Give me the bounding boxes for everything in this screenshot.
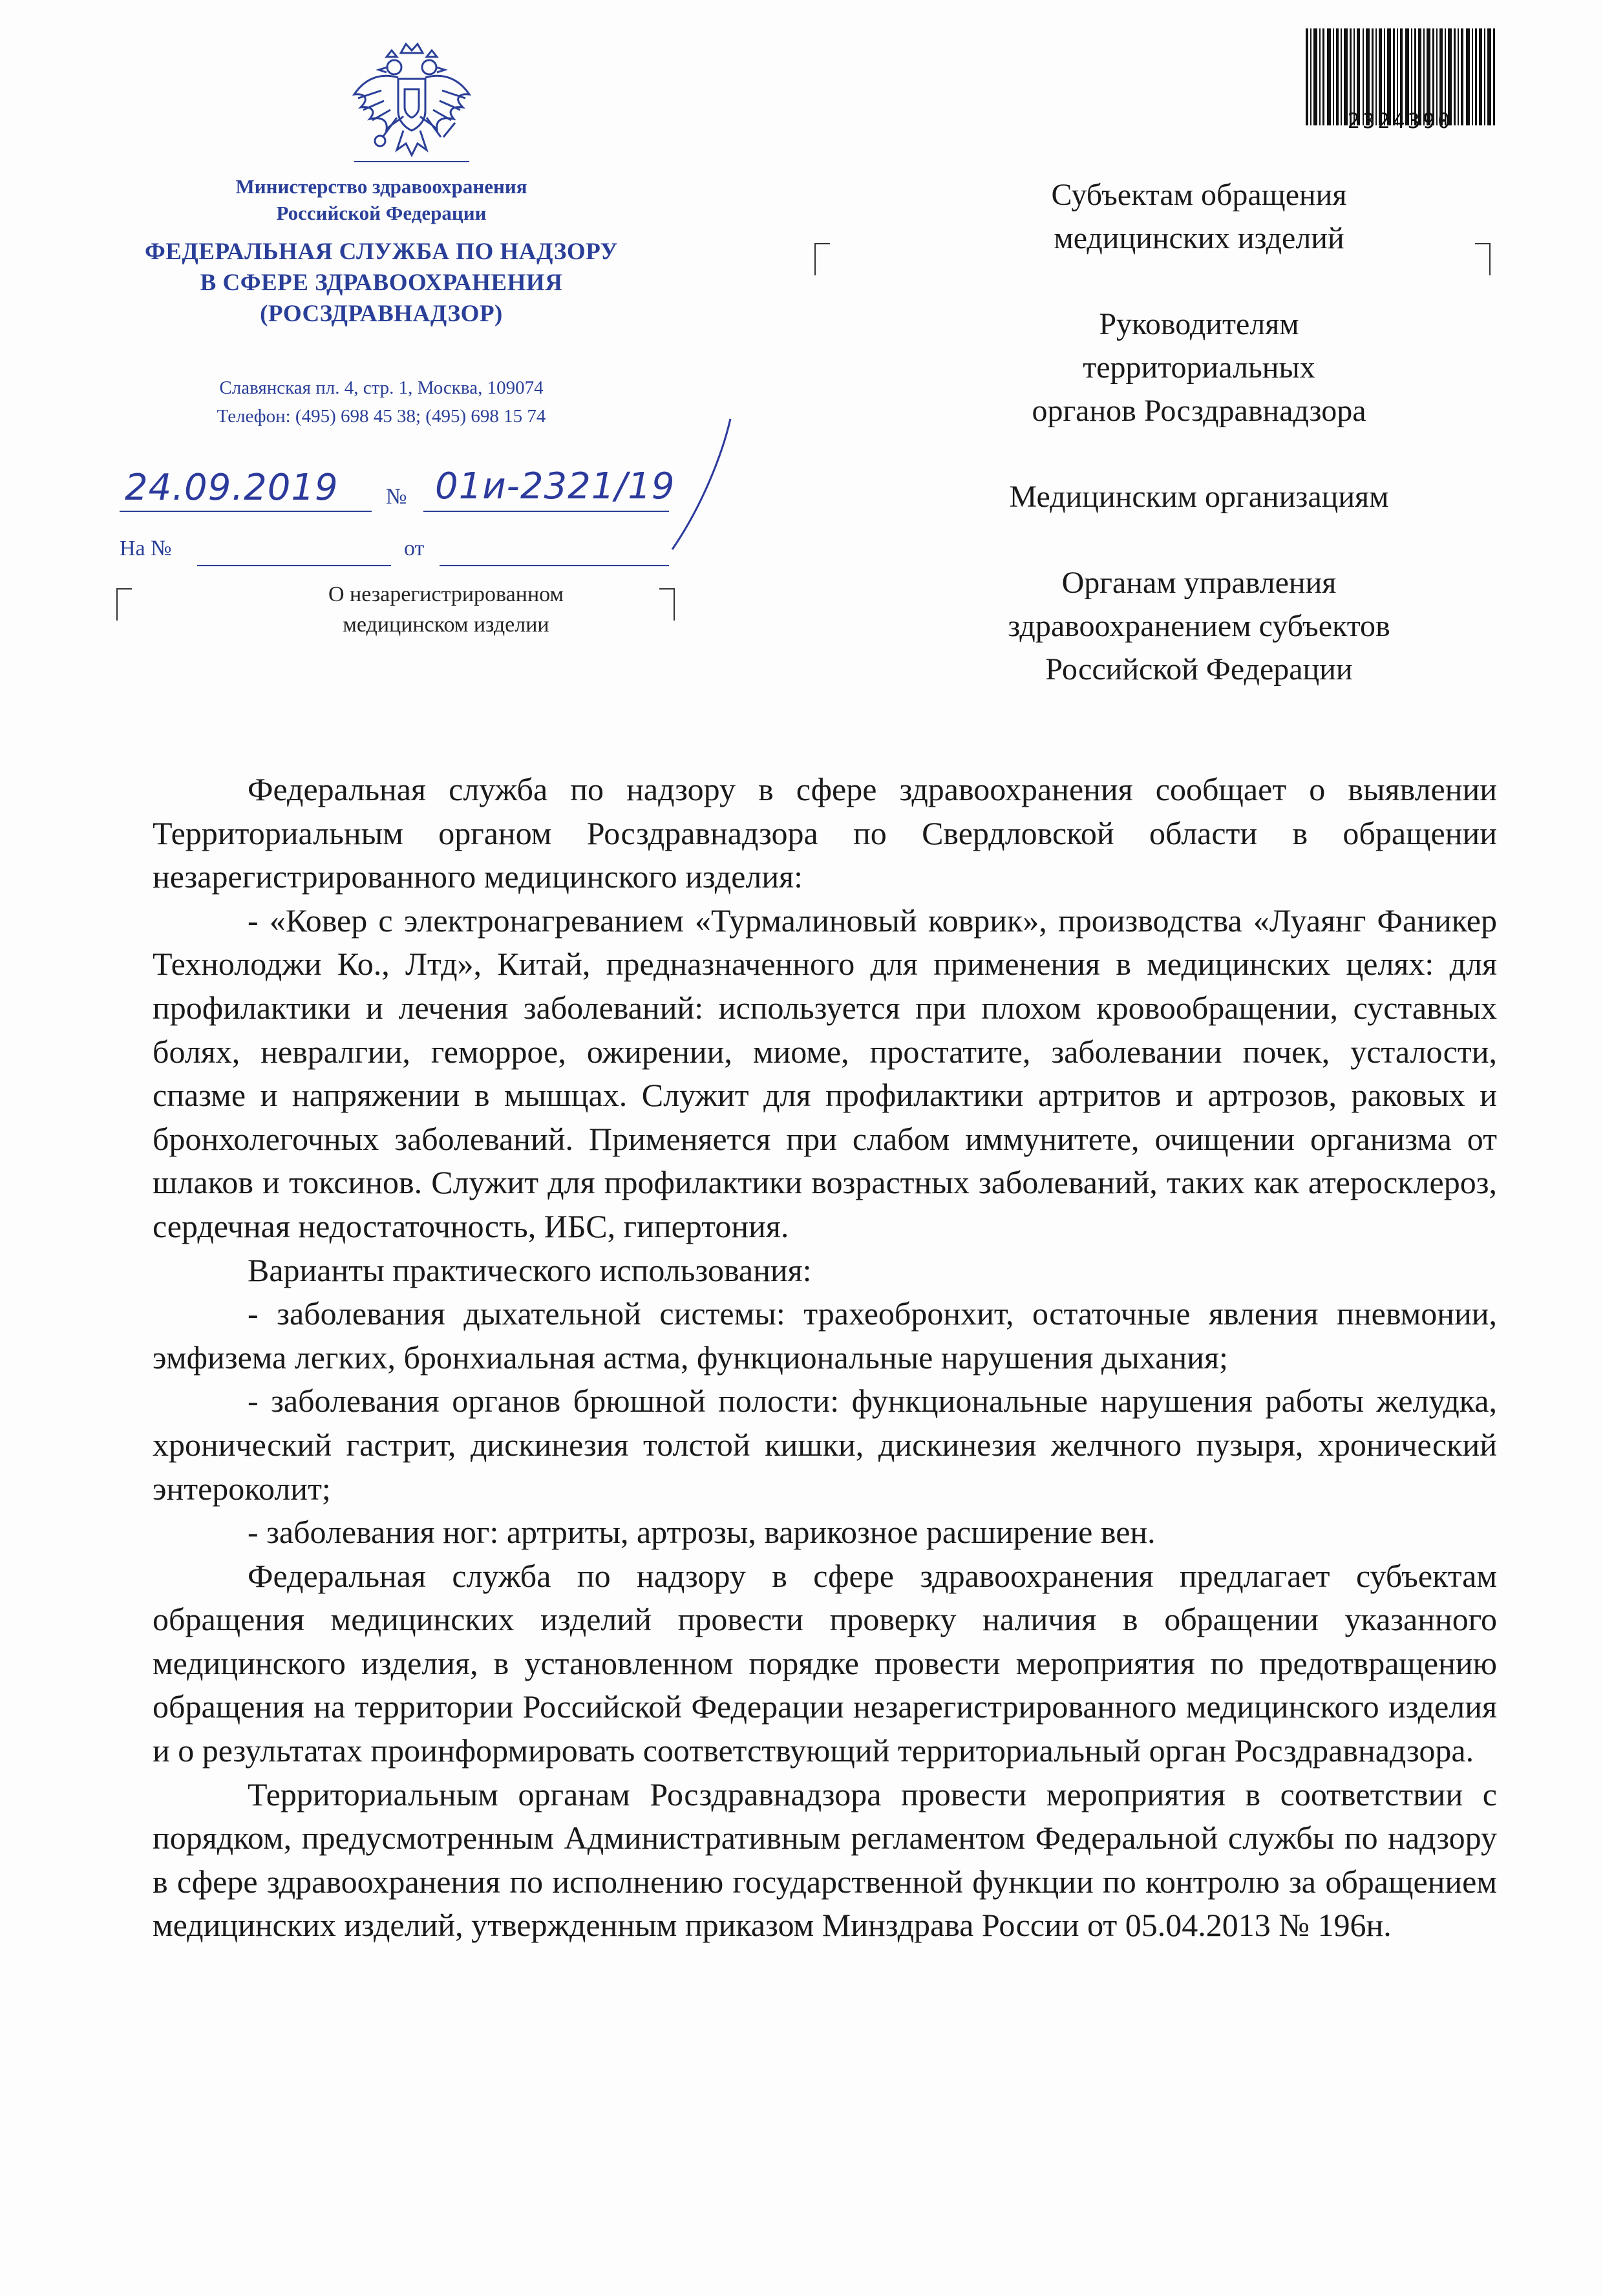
addressees-block	[918, 173, 1480, 691]
number-underline	[423, 511, 669, 512]
subject-corner-right	[659, 588, 675, 621]
letter-subject	[271, 579, 621, 640]
reference-date-blank	[440, 565, 669, 566]
addressee-line: Субъектам обращения	[1051, 178, 1347, 212]
ministry-name	[97, 173, 666, 226]
body-paragraph: - «Ковер с электронагреванием «Турмалиновый коврик», производства «Луаянг Фаникер Технолоджи Ко., Лтд», Китай, предназначенного для применения в медицинских целях: для профилактики и лечения заболеваний: используется при плохом кровообращении, суставных болях, невралгии, геморрое, ожирении, миоме, простатите, заболевании почек, усталости, спазме и напряжении в мышцах. Служит для профилактики артритов и артрозов, раковых и бронхолегочных заболеваний. Применяется при слабом иммунитете, очищении организма от шлаков и токсинов. Служит для профилактики возрастных заболеваний, таких как атеросклероз, сердечная недостаточность, ИБС, гипертония.	[153, 902, 1497, 1244]
addressee-line: территориальных	[1083, 350, 1315, 385]
service-name	[97, 237, 666, 330]
letter-body	[153, 768, 1497, 1948]
body-paragraph: - заболевания дыхательной системы: трахеобронхит, остаточные явления пневмонии, эмфизема легких, бронхиальная астма, функциональные нарушения дыхания;	[153, 1295, 1497, 1376]
service-line-1: ФЕДЕРАЛЬНАЯ СЛУЖБА ПО НАДЗОРУ	[144, 239, 619, 265]
addressee-group	[918, 475, 1480, 518]
subject-corner-left	[116, 588, 132, 621]
body-paragraph: Территориальным органам Росздравнадзора провести мероприятия в соответствии с порядком, предусмотренным Административным регламентом Федеральной службы по надзору в сфере здравоохранения по исполнению государственной функции по контролю за обращением медицинских изделий, утвержденным приказом Минздрава России от 05.04.2013 № 196н.	[153, 1776, 1497, 1944]
reference-line	[120, 537, 675, 569]
addressee-line: Руководителям	[1099, 307, 1299, 341]
handwritten-slash-mark	[646, 414, 743, 556]
service-line-2: В СФЕРЕ ЗДРАВООХРАНЕНИЯ	[200, 270, 563, 296]
body-paragraph: - заболевания ног: артриты, артрозы, варикозное расширение вен.	[248, 1514, 1156, 1551]
service-line-3: (РОСЗДРАВНАДЗОР)	[260, 301, 503, 327]
body-paragraph: Варианты практического использования:	[248, 1251, 812, 1288]
reference-number-label: На №	[120, 537, 172, 560]
addressee-line: Органам управления	[1061, 566, 1337, 600]
body-paragraph: Федеральная служба по надзору в сфере здравоохранения сообщает о выявлении Территориальным органом Росздравнадзора по Свердловской области в обращении незарегистрированного медицинского изделия:	[153, 771, 1497, 895]
sender-phone: Телефон: (495) 698 45 38; (495) 698 15 74	[217, 406, 546, 427]
registration-number: 01и-2321/19	[435, 465, 675, 507]
addressee-corner-left	[814, 243, 830, 275]
addressee-line: Медицинским организациям	[1009, 480, 1389, 514]
date-underline	[120, 511, 372, 512]
addressee-line: здравоохранением субъектов	[1008, 609, 1390, 643]
coat-of-arms-icon	[341, 40, 482, 164]
addressee-line: органов Росздравнадзора	[1032, 394, 1366, 428]
barcode-number: 2324390	[1347, 109, 1453, 133]
addressee-line: медицинских изделий	[1054, 221, 1344, 255]
registration-date: 24.09.2019	[125, 467, 339, 509]
sender-address-block	[97, 374, 666, 430]
subject-line-1: О незарегистрированном	[328, 582, 564, 606]
sender-address: Славянская пл. 4, стр. 1, Москва, 109074	[219, 377, 544, 398]
ministry-line-1: Министерство здравоохранения	[235, 175, 527, 198]
addressee-line: Российской Федерации	[1045, 652, 1353, 686]
subject-line-2: медицинском изделии	[343, 613, 549, 637]
body-paragraph: Федеральная служба по надзору в сфере здравоохранения предлагает субъектам обращения медицинских изделий провести проверку наличия в обращении указанного медицинского изделия, в установленном порядке провести мероприятия по предотвращению обращения на территории Российской Федерации незарегистрированного медицинского изделия и о результатах проинформировать соответствующий территориальный орган Росздравнадзора.	[153, 1557, 1497, 1769]
registration-line	[120, 465, 675, 524]
ministry-line-2: Российской Федерации	[276, 202, 487, 224]
reference-date-label: от	[404, 537, 425, 560]
reference-number-blank	[197, 565, 391, 566]
addressee-group	[918, 303, 1480, 432]
addressee-group	[918, 173, 1480, 260]
addressee-group	[918, 561, 1480, 691]
number-sign: №	[386, 485, 407, 509]
body-paragraph: - заболевания органов брюшной полости: функциональные нарушения работы желудка, хронический гастрит, дискинезия толстой кишки, дискинезия желчного пузыря, хронический энтероколит;	[153, 1383, 1497, 1507]
